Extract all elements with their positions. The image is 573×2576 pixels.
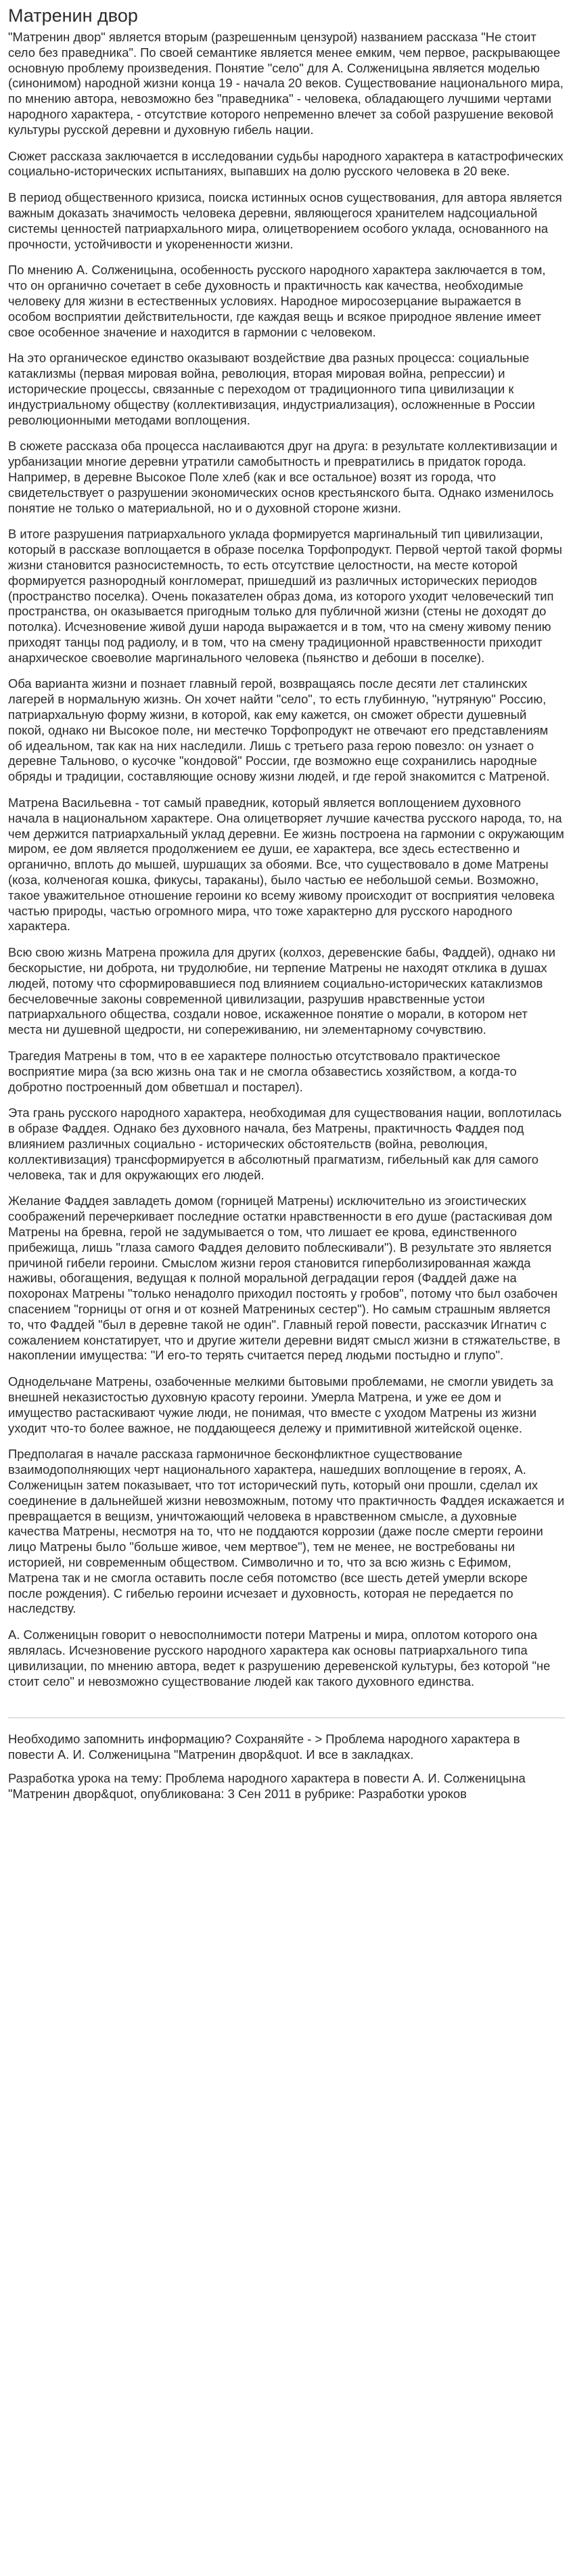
article-meta [8, 1771, 565, 1802]
article-paragraph: Трагедия Матрены в том, что в ее характере полностью отсутствовало практическое восприятие мира (за всю жизнь она так и не смогла обзавестись хозяйством, а когда-то добротно построенный дом обветшал и постарел). [8, 1049, 517, 1094]
article-paragraph: А. Солженицын говорит о невосполнимости потери Матрены и мира, оплотом которого она являлась. Исчезновение русского народного характера как основы патриархального типа цивилизации, по мнению автора, ведет к разрушению деревенской культуры, без которой "не стоит село" и невозможно существование людей как такого духовного единства. [8, 1628, 551, 1688]
article-body [8, 30, 565, 1689]
article-paragraph: Всю свою жизнь Матрена прожила для других (колхоз, деревенские бабы, Фаддей), однако ни бескорыстие, ни доброта, ни трудолюбие, ни терпение Матрены не находят отклика в душах людей, потому что сформировавшиеся под влиянием социально-исторических катаклизмов бесчеловечные законы современной цивилизации, разрушив нравственные устои патриархального общества, создали новое, искаженное понятие о морали, в котором нет места ни душевной щедрости, ни сопереживанию, ни элементарному сочувствию. [8, 945, 556, 1037]
article-paragraph: На это органическое единство оказывают воздействие два разных процесса: социальные катаклизмы (первая мировая война, революция, вторая мировая война, репрессии) и исторические процессы, связанные с переходом от традиционного типа цивилизации к индустриальному обществу (коллективизация, индустриализация), осложненные в России революционными методами воплощения. [8, 351, 535, 427]
article-paragraph: "Матренин двор" является вторым (разрешенным цензурой) названием рассказа "Не стоит село без праведника". По своей семантике является менее емким, чем первое, раскрывающее основную проблему произведения. Понятие "село" для А. Солженицына является моделью (синонимом) народной жизни конца 19 - начала 20 веков. Существование национального мира, по мнению автора, невозможно без "праведника" - человека, обладающего лучшими чертами народного характера, - отсутствие которого непременно влечет за собой разрушение вековой культуры русской деревни и духовную гибель нации. [8, 30, 564, 137]
article-paragraph: Желание Фаддея завладеть домом (горницей Матрены) исключительно из эгоистических соображений перечеркивает последние остатки нравственности в его душе (растаскивая дом Матрены на бревна, герой не задумывается о том, что лишает ее крова, единственного прибежища, лишь "глаза самого Фаддея деловито поблескивали"). В результате это является причиной гибели героини. Смыслом жизни героя становится гиперболизированная жажда наживы, обогащения, ведущая к полной моральной деградации героя (Фаддей даже на похоронах Матрены "только ненадолго приходил постоять у гробов", потому что был озабочен спасением "горницы от огня и от козней Матрениных сестер"). Но самым страшным является то, что Фаддей "был в деревне такой не один". Главный герой повести, рассказчик Игнатич с сожалением констатирует, что и другие жители деревни видят смысл жизни в стяжательстве, в накоплении имущества: "И его-то терять считается перед людьми постыдно и глупо". [8, 1194, 561, 1363]
article-paragraph: Сюжет рассказа заключается в исследовании судьбы народного характера в катастрофических социально-исторических испытаниях, выпавших на долю русского человека в 20 веке. [8, 148, 564, 179]
lesson-link[interactable]: Разработка урока на тему: Проблема народного характера в повести А. И. Солженицына "Матренин двор&quot, опубликована: 3 Сен 2011 в рубрике: Разработки уроков [8, 1770, 526, 1801]
article-title: Матренин двор [8, 5, 138, 26]
article-paragraph: Предполагая в начале рассказа гармоничное бесконфликтное существование взаимодополняющих черт национального характера, нашедших воплощение в героях, А. Солженицын затем показывает, что тот исторический путь, который они прошли, сделал их соединение в дальнейшей жизни невозможным, потому что практичность Фаддея искажается и превращается в вещизм, уничтожающий человека в нравственном смысле, а духовные качества Матрены, несмотря на то, что не поддаются коррозии (даже после смерти героини лицо Матрены было "больше живое, чем мертвое"), тем не менее, не востребованы ни историей, ни современным обществом. Символично и то, что за всю жизнь с Ефимом, Матрена так и не смогла оставить после себя потомство (все шесть детей умерли вскоре после рождения). С гибелью героини исчезает и духовность, которая не передается по наследству. [8, 1447, 565, 1616]
article-paragraph: В сюжете рассказа оба процесса наслаиваются друг на друга: в результате коллективизации и урбанизации многие деревни утратили самобытность и превратились в придаток города. Например, в деревне Высокое Поле хлеб (как и все остальное) возят из города, что свидетельствует о разрушении экономических основ крестьянского быта. Однако изменилось понятие не только о материальной, но и о духовной стороне жизни. [8, 439, 557, 515]
article-paragraph: В итоге разрушения патриархального уклада формируется маргинальный тип цивилизации, который в рассказе воплощается в образе поселка Торфопродукт. Первой чертой такой формы жизни становится разносистемность, то есть отсутствие целостности, на месте которой формируется разнородный конгломерат, пришедший из различных исторических периодов (пространство поселка). Очень показателен образ дома, из которого уходит человеческий тип пространства, он оказывается пригодным только для публичной жизни (стены не доходят до потолка). Исчезновение живой души народа выражается и в том, что на смену живому пению приходят танцы под радиолу, и в том, что на смену традиционной нравственности приходит анархическое своеволие маргинального человека (пьянство и дебоши в поселке). [8, 527, 562, 665]
article-paragraph: Матрена Васильевна - тот самый праведник, который является воплощением духовного начала в национальном характере. Она олицетворяет лучшие качества русского народа, то, на чем держится патриархальный уклад деревни. Ее жизнь построена на гармонии с окружающим миром, ее дом является продолжением ее души, ее характера, все здесь естественно и органично, вплоть до мышей, шуршащих за обоями. Все, что существовало в доме Матрены (коза, колченогая кошка, фикусы, тараканы), было частью ее небольшой семьи. Возможно, такое уважительное отношение героини ко всему живому происходит от восприятия человека частью природы, частью огромного мира, что тоже характерно для русского народного характера. [8, 795, 564, 934]
article-paragraph: Эта грань русского народного характера, необходимая для существования нации, воплотилась в образе Фаддея. Однако без духовного начала, без Матрены, практичность Фаддея под влиянием различных социально - исторических обстоятельств (война, революция, коллективизация) трансформируется в абсолютный прагматизм, гибельный как для самого человека, так и для окружающих его людей. [8, 1106, 562, 1182]
article-paragraph: Однодельчане Матрены, озабоченные мелкими бытовыми проблемами, не смогли увидеть за внешней неказистостью духовную красоту героини. Умерла Матрена, и уже ее дом и имущество растаскивают чужие люди, не понимая, что вместе с уходом Матрены из жизни уходит что-то более важное, не поддающееся дележу и примитивной житейской оценке. [8, 1374, 553, 1435]
article-paragraph: В период общественного кризиса, поиска истинных основ существования, для автора является важным доказать значимость человека деревни, являющегося хранителем надсоциальной системы ценностей патриархального мира, олицетворением особого уклада, основанного на прочности, устойчивости и укорененности жизни. [8, 190, 562, 251]
article-paragraph: Оба варианта жизни и познает главный герой, возвращаясь после десяти лет сталинских лагерей в нормальную жизнь. Он хочет найти "село", то есть глубинную, "нутряную" Россию, патриархальную форму жизни, в которой, как ему кажется, он сможет обрести душевный покой, однако ни Высокое поле, ни местечко Торфопродукт не отвечают его представлениям об идеальном, так как на них наследили. Лишь с третьего раза герою повезло: он узнает о деревне Тальново, о кусочке "кондовой" России, где возможно еще сохранились народные обряды и традиции, составляющие основу жизни людей, и где герой знакомится с Матреной. [8, 676, 550, 784]
bookmark-note: Необходимо запомнить информацию? Сохраняйте - > Проблема народного характера в повести А. И. Солженицына "Матренин двор&quot. И все в закладках. [8, 1732, 520, 1762]
article-paragraph: По мнению А. Солженицына, особенность русского народного характера заключается в том, что он органично сочетает в себе духовность и практичность как качества, необходимые человеку для жизни в естественных условиях. Народное миросозерцание выражается в особом восприятии действительности, где каждая вещь и всякое природное явление имеет свое особенное значение и находится в гармонии с человеком. [8, 263, 546, 339]
